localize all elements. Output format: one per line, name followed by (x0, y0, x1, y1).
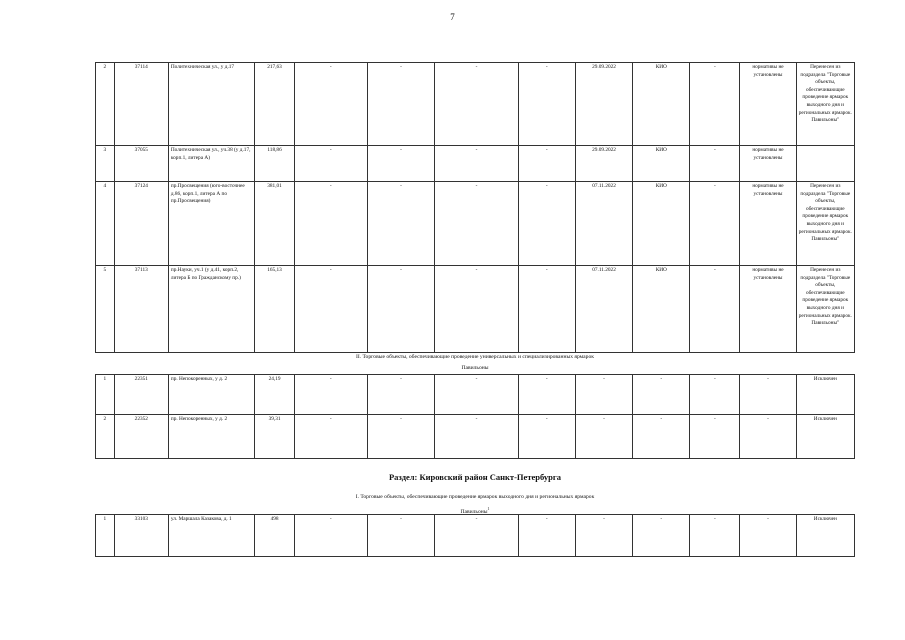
section2-subtitle: Павильоны (461, 365, 489, 371)
cell-dash: - (740, 415, 796, 459)
cell-dash: - (435, 63, 518, 146)
object-norms: нормативы не установлены (740, 266, 796, 353)
object-norms: нормативы не установлены (740, 146, 796, 182)
table-row (96, 375, 855, 415)
table-row (96, 63, 855, 146)
cell-dash: - (435, 375, 518, 415)
object-code: 22351 (114, 375, 168, 415)
object-note: Исключен (796, 415, 854, 459)
object-note: Исключен (796, 515, 854, 557)
object-org: - (633, 415, 690, 459)
cell-dash: - (367, 415, 435, 459)
object-note: Исключен (796, 375, 854, 415)
row-number: 2 (96, 63, 115, 146)
cell-dash: - (518, 266, 575, 353)
cell-dash: - (690, 515, 740, 557)
cell-dash: - (518, 63, 575, 146)
table-section2 (95, 374, 855, 459)
cell-dash: - (690, 415, 740, 459)
object-code: 37114 (114, 63, 168, 146)
object-org: КИО (633, 63, 690, 146)
section3-subtitle-text: Павильоны (460, 508, 488, 515)
cell-dash: - (367, 266, 435, 353)
cell-dash: - (367, 515, 435, 557)
table-section3 (95, 514, 855, 557)
page-number: 7 (450, 12, 455, 22)
object-code: 33103 (114, 515, 168, 557)
cell-dash: - (294, 266, 367, 353)
cell-dash: - (740, 515, 796, 557)
row-number: 2 (96, 415, 115, 459)
object-area: 217,63 (255, 63, 295, 146)
cell-dash: - (435, 182, 518, 266)
object-address: пр.Науки, уч.1 (у д.41, корп.2, литера Б по Гражданскому пр.) (168, 266, 254, 353)
object-date: - (575, 515, 632, 557)
object-area: 24,19 (255, 375, 295, 415)
object-date: 29.09.2022 (575, 146, 632, 182)
object-date: 07.11.2022 (575, 182, 632, 266)
object-org: - (633, 375, 690, 415)
object-code: 37113 (114, 266, 168, 353)
cell-dash: - (690, 63, 740, 146)
table-row (96, 415, 855, 459)
object-norms: нормативы не установлены (740, 182, 796, 266)
cell-dash: - (367, 146, 435, 182)
cell-dash: - (435, 146, 518, 182)
cell-dash: - (435, 415, 518, 459)
table-row (96, 182, 855, 266)
cell-dash: - (435, 515, 518, 557)
object-org: КИО (633, 266, 690, 353)
row-number: 4 (96, 182, 115, 266)
object-address: Политехническая ул., у д.17 (168, 63, 254, 146)
cell-dash: - (518, 515, 575, 557)
object-address: Политехническая ул., уч.38 (у д.17, корп.1, литера А) (168, 146, 254, 182)
cell-dash: - (294, 515, 367, 557)
object-org: - (633, 515, 690, 557)
cell-dash: - (518, 182, 575, 266)
cell-dash: - (518, 415, 575, 459)
object-address: ул. Маршала Казакова, д. 1 (168, 515, 254, 557)
object-note: Перенесен из подраздела "Торговые объекты, обеспечивающие проведение ярмарок выходного дня и региональных ярмарок. Павильоны" (796, 182, 854, 266)
row-number: 1 (96, 375, 115, 415)
cell-dash: - (690, 375, 740, 415)
object-date: - (575, 415, 632, 459)
cell-dash: - (294, 146, 367, 182)
cell-dash: - (294, 63, 367, 146)
row-number: 1 (96, 515, 115, 557)
object-code: 37124 (114, 182, 168, 266)
table-section1 (95, 62, 855, 353)
table-row (96, 266, 855, 353)
cell-dash: - (518, 146, 575, 182)
object-date: 29.09.2022 (575, 63, 632, 146)
cell-dash: - (294, 375, 367, 415)
object-address: пр. Непокоренных, у д. 2 (168, 415, 254, 459)
object-code: 22352 (114, 415, 168, 459)
cell-dash: - (367, 63, 435, 146)
section3-title: I. Торговые объекты, обеспечивающие проведение ярмарок выходного дня и региональных ярмарок (355, 494, 595, 500)
object-org: КИО (633, 182, 690, 266)
cell-dash: - (690, 146, 740, 182)
row-number: 3 (96, 146, 115, 182)
object-area: 165,13 (255, 266, 295, 353)
object-address: пр. Непокоренных, у д. 2 (168, 375, 254, 415)
object-area: 39,31 (255, 415, 295, 459)
cell-dash: - (367, 182, 435, 266)
object-area: 118,86 (255, 146, 295, 182)
table-row (96, 146, 855, 182)
cell-dash: - (740, 375, 796, 415)
cell-dash: - (690, 266, 740, 353)
row-number: 5 (96, 266, 115, 353)
footnote-mark: 1 (487, 506, 490, 511)
table-row (96, 515, 855, 557)
cell-dash: - (435, 266, 518, 353)
object-address: пр.Просвещения (юго-восточнее д.86, корп.1, литера А по пр.Просвещения) (168, 182, 254, 266)
region-title: Раздел: Кировский район Санкт-Петербурга (388, 472, 562, 482)
cell-dash: - (690, 182, 740, 266)
cell-dash: - (367, 375, 435, 415)
object-org: КИО (633, 146, 690, 182)
object-date: 07.11.2022 (575, 266, 632, 353)
section2-title: II. Торговые объекты, обеспечивающие проведение универсальных и специализированных ярмарок (356, 354, 594, 360)
cell-dash: - (294, 415, 367, 459)
object-area: 381,01 (255, 182, 295, 266)
object-norms: нормативы не установлены (740, 63, 796, 146)
cell-dash: - (294, 182, 367, 266)
object-code: 37055 (114, 146, 168, 182)
object-note: Перенесен из подраздела "Торговые объекты, обеспечивающие проведение ярмарок выходного дня и региональных ярмарок. Павильоны" (796, 266, 854, 353)
object-area: 498 (255, 515, 295, 557)
cell-dash: - (518, 375, 575, 415)
object-note: Перенесен из подраздела "Торговые объекты, обеспечивающие проведение ярмарок выходного дня и региональных ярмарок. Павильоны" (796, 63, 854, 146)
object-note (796, 146, 854, 182)
object-date: - (575, 375, 632, 415)
